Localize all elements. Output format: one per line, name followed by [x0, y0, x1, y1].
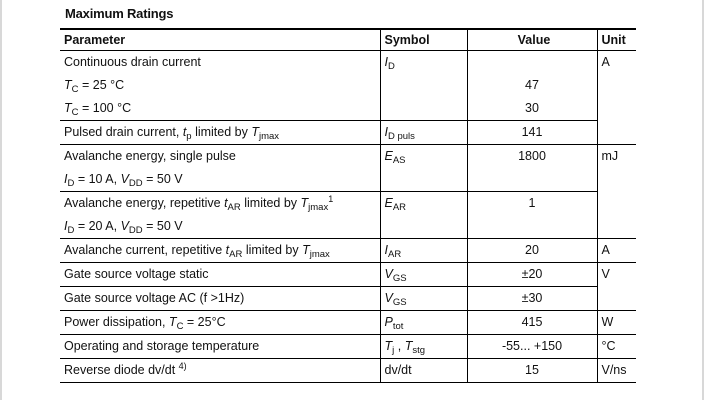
symbol-cell	[380, 311, 467, 335]
parameter-text: Avalanche current, repetitive $t_{AR}$ limited by $T_{jmax}$	[64, 243, 330, 260]
unit-text: W	[601, 315, 614, 329]
symbol-cell	[380, 335, 467, 359]
parameter-text: Avalanche energy, single pulse	[64, 149, 236, 163]
parameter-cell	[60, 51, 380, 121]
unit-cell	[597, 51, 636, 121]
value-text	[468, 51, 597, 74]
parameter-text: Continuous drain current	[64, 55, 201, 69]
parameter-text: Power dissipation, $T_C = 25^\circ C$	[64, 315, 226, 332]
parameter-text: Reverse diode dv/dt $^{4)}$	[64, 361, 187, 377]
value-text: 47	[525, 78, 539, 92]
table-row	[60, 145, 636, 192]
symbol-cell	[380, 145, 467, 192]
parameter-text: Gate source voltage AC (f >1Hz)	[64, 291, 245, 305]
unit-text: V	[601, 267, 610, 281]
value-cell	[467, 51, 597, 121]
value-text: ±30	[521, 291, 543, 305]
symbol-cell	[380, 121, 467, 145]
unit-cell	[597, 335, 636, 359]
left-window-edge	[0, 0, 2, 400]
parameter-cell	[60, 287, 380, 311]
symbol-cell	[380, 287, 467, 311]
value-text: 1	[528, 196, 536, 210]
symbol-cell	[380, 192, 467, 239]
header-symbol: Symbol	[380, 29, 467, 51]
value-text: ±20	[521, 267, 543, 281]
table-row	[60, 287, 636, 311]
table-row	[60, 335, 636, 359]
parameter-cell	[60, 263, 380, 287]
value-cell	[467, 239, 597, 263]
table-row	[60, 359, 636, 383]
value-text: 15	[525, 363, 539, 377]
symbol-text: dv/dt	[384, 363, 412, 377]
parameter-cell	[60, 311, 380, 335]
value-text: 30	[525, 101, 539, 115]
symbol-text: $P_{tot}$	[384, 315, 404, 332]
unit-text: A	[601, 243, 610, 257]
value-cell	[467, 311, 597, 335]
table-row	[60, 121, 636, 145]
unit-cell	[597, 121, 636, 145]
parameter-cell	[60, 192, 380, 239]
unit-cell	[597, 287, 636, 311]
parameter-cell	[60, 145, 380, 192]
parameter-cell	[60, 239, 380, 263]
symbol-text: $I_{AR}$	[384, 243, 402, 260]
symbol-cell	[380, 51, 467, 121]
value-text: 415	[521, 315, 543, 329]
unit-cell	[597, 263, 636, 287]
parameter-text: $I_D = 20$ A, $V_{DD} = 50$ V	[64, 219, 183, 236]
parameter-text: $T_C = 100$ °C	[64, 101, 132, 118]
symbol-cell	[380, 359, 467, 383]
parameter-text: Operating and storage temperature	[64, 339, 260, 353]
unit-text	[602, 192, 637, 215]
symbol-text: $E_{AR}$	[384, 196, 407, 213]
symbol-text: $E_{AS}$	[384, 149, 406, 166]
symbol-text: $I_D$	[384, 55, 395, 72]
header-parameter: Parameter	[60, 29, 380, 51]
unit-text	[602, 287, 637, 310]
unit-cell	[597, 145, 636, 192]
symbol-text: $T_j$ , $T_{stg}$	[384, 339, 426, 356]
symbol-text: $V_{GS}$	[384, 267, 407, 284]
table-row	[60, 192, 636, 239]
table-row	[60, 239, 636, 263]
value-cell	[467, 145, 597, 192]
symbol-text: $I_{D puls}$	[384, 125, 415, 142]
header-value: Value	[467, 29, 597, 51]
symbol-cell	[380, 239, 467, 263]
unit-text: mJ	[601, 149, 619, 163]
symbol-text: $V_{GS}$	[384, 291, 407, 308]
parameter-text: $T_C = 25$ °C	[64, 78, 125, 95]
parameter-text: Avalanche energy, repetitive $t_{AR}$ limited by $T_{jmax}^1$	[64, 194, 334, 213]
parameter-text: Gate source voltage static	[64, 267, 209, 281]
unit-text	[602, 121, 637, 144]
value-cell	[467, 359, 597, 383]
unit-cell	[597, 192, 636, 239]
value-cell	[467, 121, 597, 145]
value-cell	[467, 192, 597, 239]
value-text: 141	[521, 125, 543, 139]
table-row	[60, 51, 636, 121]
parameter-cell	[60, 359, 380, 383]
parameter-cell	[60, 121, 380, 145]
parameter-text: Pulsed drain current, $t_p$ limited by $T_{jmax}$	[64, 125, 280, 142]
value-cell	[467, 335, 597, 359]
table-row	[60, 263, 636, 287]
symbol-cell	[380, 263, 467, 287]
header-unit: Unit	[597, 29, 636, 51]
unit-cell	[597, 359, 636, 383]
value-text: 1800	[518, 149, 546, 163]
table-row	[60, 311, 636, 335]
value-text: 20	[525, 243, 539, 257]
unit-text: V/ns	[601, 363, 627, 377]
value-text: -55... +150	[501, 339, 563, 353]
section-title: Maximum Ratings	[65, 6, 174, 21]
value-cell	[467, 263, 597, 287]
value-cell	[467, 287, 597, 311]
parameter-text: $I_D = 10$ A, $V_{DD} = 50$ V	[64, 172, 183, 189]
unit-cell	[597, 239, 636, 263]
unit-cell	[597, 311, 636, 335]
maximum-ratings-table	[60, 28, 636, 383]
unit-text: °C	[601, 339, 616, 353]
unit-text: A	[601, 55, 610, 69]
parameter-cell	[60, 335, 380, 359]
header-row	[60, 29, 636, 51]
